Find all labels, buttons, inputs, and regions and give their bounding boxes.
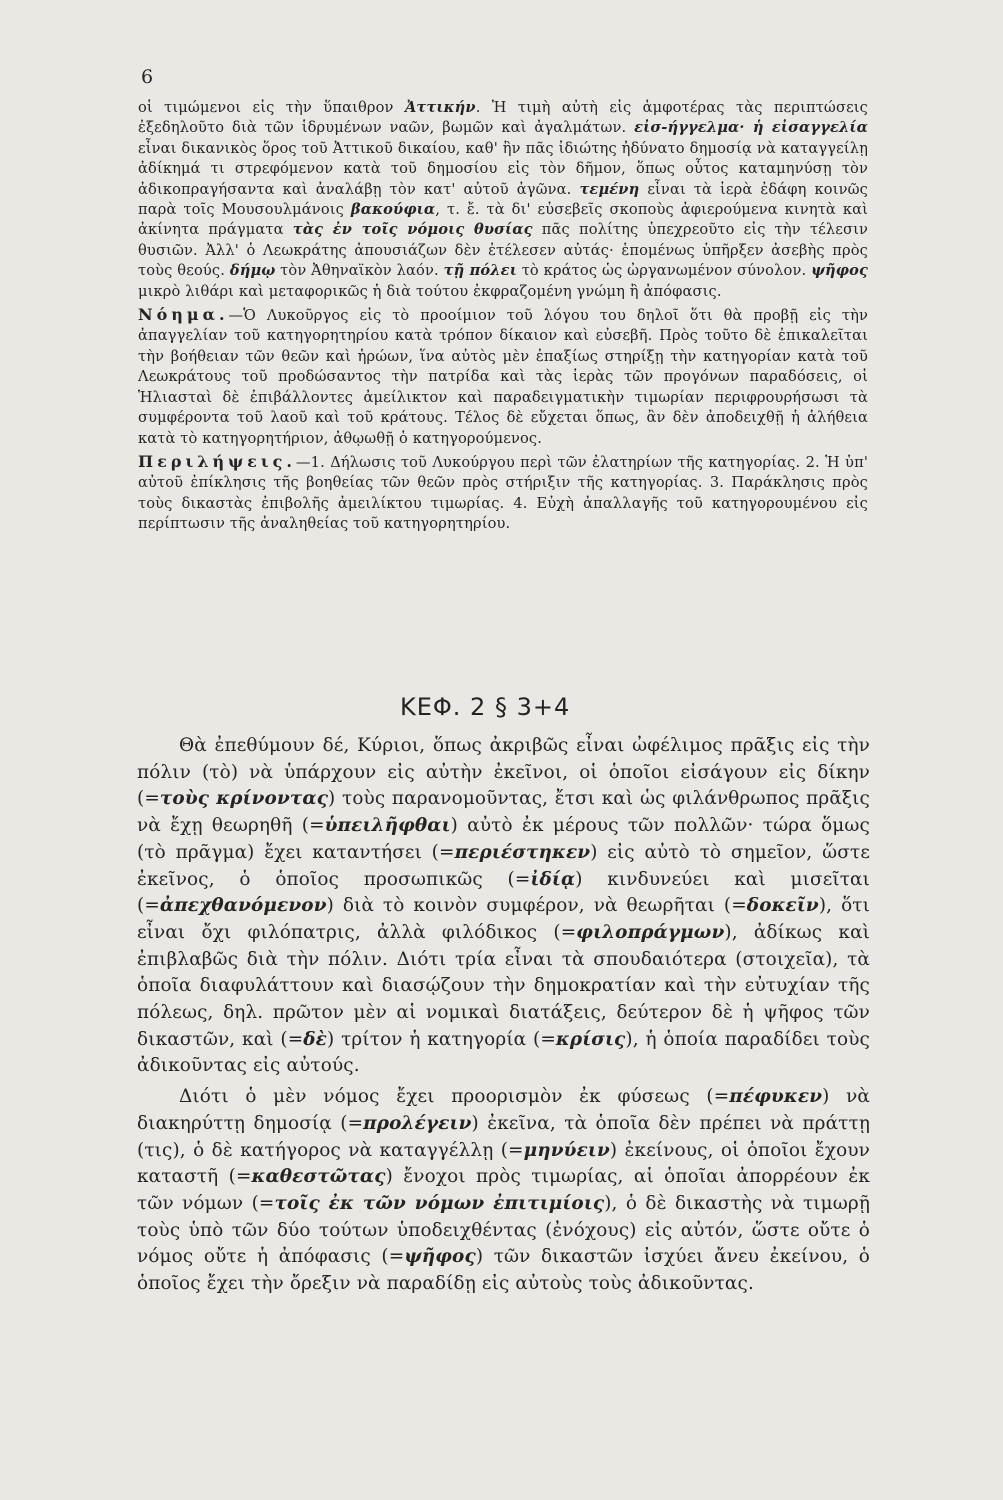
chapter-heading: ΚΕΦ. 2 § 3+4 [400, 693, 571, 721]
text: ) ἔνοχοι πρὸς τιμωρίας, αἱ ὁποῖαι ἀπορρέουν ἐκ τῶν νόμων (= [137, 1166, 870, 1214]
original-term: ἰδίᾳ [530, 868, 576, 890]
text: ), ὁ δὲ δικαστὴς νὰ τιμωρῇ τοὺς ὑπὸ τῶν δύο τούτων ὑποδειχθέντας (ἐνόχους) εἰς αὐτόν, ὥστε οὔτε ὁ νόμος οὔτε ἡ ἀπόφασις (= [137, 1192, 871, 1268]
original-term: μηνύειν [523, 1139, 610, 1161]
gloss-term: τὰς ἐν τοῖς νόμοις θυσίας [292, 221, 533, 239]
text: , τ. ἔ. τὰ δι' εὐσεβεῖς σκοποὺς ἀφιερούμενα κινητὰ καὶ ἀκίνητα πράγματα [138, 201, 868, 239]
text: ) τρίτον ἡ κατηγορία (= [327, 1028, 556, 1050]
original-term: κρίσις [555, 1028, 626, 1050]
translation-paragraph [137, 1084, 870, 1298]
glossary-paragraph [138, 98, 868, 302]
summary-paragraph [138, 452, 868, 535]
original-term: ψῆφος [404, 1246, 476, 1268]
text: οἱ τιμώμενοι εἰς τὴν ὕπαιθρον [138, 99, 405, 116]
text: ) τῶν δικαστῶν ἰσχύει ἄνευ ἐκείνου, ὁ ὁποῖος ἔχει τὴν ὄρεξιν νὰ παραδίδῃ εἰς αὐτοὺς τοὺς ἀδικοῦντας. [137, 1246, 870, 1295]
text: μικρὸ λιθάρι καὶ μεταφορικῶς ἡ διὰ τούτου ἐκφραζομένη γνώμη ἢ ἀπόφασις. [138, 282, 722, 300]
original-term: δὲ [303, 1028, 328, 1050]
original-term: καθεστῶτας [251, 1166, 386, 1188]
original-term: περιέστηκεν [454, 841, 591, 863]
meaning-paragraph [138, 305, 868, 449]
text: ), ἡ ὁποία παραδίδει τοὺς ἀδικοῦντας εἰς αὐτούς. [137, 1028, 870, 1077]
page-number: 6 [141, 66, 154, 88]
text: ) τοὺς παρανομοῦντας, ἔτσι καὶ ὡς φιλάνθρωπος πρᾶξις νὰ ἔχῃ θεωρηθῆ (= [137, 788, 870, 837]
text: πᾶς πολίτης ὑπεχρεοῦτο εἰς τὴν τέλεσιν θυσιῶν. Ἀλλ' ὁ Λεωκράτης ἀπουσιάζων δὲν ἐτέλεσεν αὐτάς· ἑπομένως ὑπῆρξεν ἀσεβὴς πρὸς τοὺς θεούς. [138, 221, 868, 280]
text: εἶναι δικανικὸς ὅρος τοῦ Ἀττικοῦ δικαίου, καθ' ἣν πᾶς ἰδιώτης ἠδύνατο δημοσίᾳ νὰ καταγγείλῃ ἀδίκημά τι στρεφόμενον κατὰ τοῦ δημοσίου εἰς τὸν δῆμον, ὅπως οὗτος καταμηνύσῃ τὸν ἀδικοπραγήσαντα καὶ ἀναλάβῃ τὸν κατ' αὐτοῦ ἀγῶνα. [138, 139, 868, 198]
gloss-term: εἰσ-ήγγελμα· ἡ εἰσαγγελία [634, 119, 869, 137]
original-term: δοκεῖν [746, 895, 819, 917]
summary-label: Περιλήψεις. [138, 451, 296, 471]
text: Θὰ ἐπεθύμουν δέ, Κύριοι, ὅπως ἀκριβῶς εἶναι ὠφέλιμος πρᾶξις εἰς τὴν πόλιν (τὸ) νὰ ὑπάρχουν εἰς αὐτὴν ἐκεῖνοι, οἱ ὁποῖοι εἰσάγουν εἰς δίκην (= [137, 735, 870, 810]
commentary-notes [138, 98, 868, 535]
text: ), ἀδίκως καὶ ἐπιβλαβῶς διὰ τὴν πόλιν. Διότι τρία εἶναι τὰ σπουδαιότερα (στοιχεῖα), τὰ ὁποῖα διαφυλάττουν καὶ διασῴζουν τὴν δημοκρατίαν καὶ τὴν εὐτυχίαν τῆς πόλεως, δηλ. πρῶτον μὲν αἱ νομικαὶ διατάξεις, δεύτερον δὲ ἡ ψῆφος τῶν δικαστῶν, καὶ (= [137, 921, 871, 1050]
text: ), ὅτι εἶναι ὄχι φιλόπατρις, ἀλλὰ φιλόδικος (= [137, 895, 870, 943]
text: ) νὰ διακηρύττῃ δημοσίᾳ (= [137, 1086, 870, 1134]
gloss-term: δήμῳ [229, 262, 276, 280]
gloss-term: ψῆφος [811, 262, 868, 280]
text: —Ὁ Λυκοῦργος εἰς τὸ προοίμιον τοῦ λόγου του δηλοῖ ὅτι θὰ προβῇ εἰς τὴν ἀπαγγελίαν τοῦ κατηγορητηρίου κατὰ τρόπον δίκαιον καὶ εὐσεβῆ. Πρὸς τοῦτο δὲ ἐπικαλεῖται τὴν βοήθειαν τῶν θεῶν καὶ ἡρώων, ἵνα αὐτὸς μὲν ἐπαξίως στηρίξῃ τὴν κατηγορίαν κατὰ τοῦ Λεωκράτους τοῦ προδώσαντος τὴν πατρίδα καὶ τὰς ἱερὰς τῶν προγόνων παραδόσεις, οἱ Ἡλιασταὶ δὲ ἐπιβάλλοντες ἀμείλικτον καὶ παραδειγματικὴν τιμωρίαν περιφρουρήσωσι τὰ συμφέροντα τοῦ λαοῦ καὶ τοῦ κράτους. Τέλος δὲ εὔχεται ὅπως, ἂν δὲν ἀποδειχθῇ ἡ ἀλήθεια κατὰ τὸ κατηγορητήριον, ἀθῳωθῇ ὁ κατηγορούμενος. [138, 307, 868, 447]
gloss-term: τεμένη [579, 180, 640, 198]
translation-text [137, 733, 870, 1298]
text: ) κινδυνεύει καὶ μισεῖται (= [137, 868, 870, 917]
text: τὸν Ἀθηναϊκὸν λαόν. [275, 262, 444, 280]
original-term: ὑπειλῆφθαι [324, 815, 451, 837]
original-term: προλέγειν [363, 1112, 472, 1134]
original-term: φιλοπράγμων [576, 921, 725, 943]
gloss-term: τῇ πόλει [443, 262, 517, 280]
original-term: πέφυκεν [729, 1086, 823, 1108]
text: τὸ κράτος ὡς ὠργανωμένον σύνολον. [516, 262, 812, 280]
translation-paragraph [137, 733, 870, 1080]
original-term: τοῖς ἐκ τῶν νόμων ἐπιτιμίοις [274, 1192, 605, 1214]
gloss-term: Ἀττικήν [404, 99, 476, 116]
text: —1. Δήλωσις τοῦ Λυκούργου περὶ τῶν ἐλατηρίων τῆς κατηγορίας. 2. Ἡ ὑπ' αὐτοῦ ἐπίκλησις τῆς βοηθείας τῶν θεῶν πρὸς στήριξιν τῆς κατηγορίας. 3. Παράκλησις πρὸς τοὺς δικαστὰς ἐπιβολῆς ἀμειλίκτου τιμωρίας. 4. Εὐχὴ ἀπαλλαγῆς τοῦ κατηγορουμένου εἰς περίπτωσιν τῆς ἀναληθείας τοῦ κατηγορητηρίου. [138, 453, 868, 533]
text: ) αὐτὸ ἐκ μέρους τῶν πολλῶν· τώρα ὅμως (τὸ πρᾶγμα) ἔχει καταντήσει (= [137, 815, 870, 863]
text: εἶναι τὰ ἱερὰ ἐδάφη κοινῶς παρὰ τοῖς Μουσουλμάνοις [138, 180, 868, 219]
original-term: τοὺς κρίνοντας [159, 788, 329, 810]
text: ) διὰ τὸ κοινὸν συμφέρον, νὰ θεωρῆται (= [326, 895, 747, 917]
text: ) ἐκεῖνα, τὰ ὁποῖα δὲν πρέπει νὰ πράττῃ (τις), ὁ δὲ κατήγορος νὰ καταγγέλλῃ (= [137, 1112, 870, 1161]
text: ) ἐκείνους, οἱ ὁποῖοι ἔχουν καταστῆ (= [137, 1139, 870, 1188]
gloss-term: βακούφια [350, 201, 436, 219]
text: Διότι ὁ μὲν νόμος ἔχει προορισμὸν ἐκ φύσεως (= [179, 1086, 730, 1108]
meaning-label: Νόημα. [138, 305, 229, 325]
original-term: ἀπεχθανόμενον [159, 895, 327, 917]
text: . Ἡ τιμὴ αὐτὴ εἰς ἀμφοτέρας τὰς περιπτώσεις ἐξεδηλοῦτο διὰ τῶν ἱδρυμένων ναῶν, βωμῶν καὶ ἀγαλμάτων. [138, 99, 868, 137]
text: ) εἰς αὐτὸ τὸ σημεῖον, ὥστε ἐκεῖνος, ὁ ὁποῖος προσωπικῶς (= [137, 841, 871, 890]
